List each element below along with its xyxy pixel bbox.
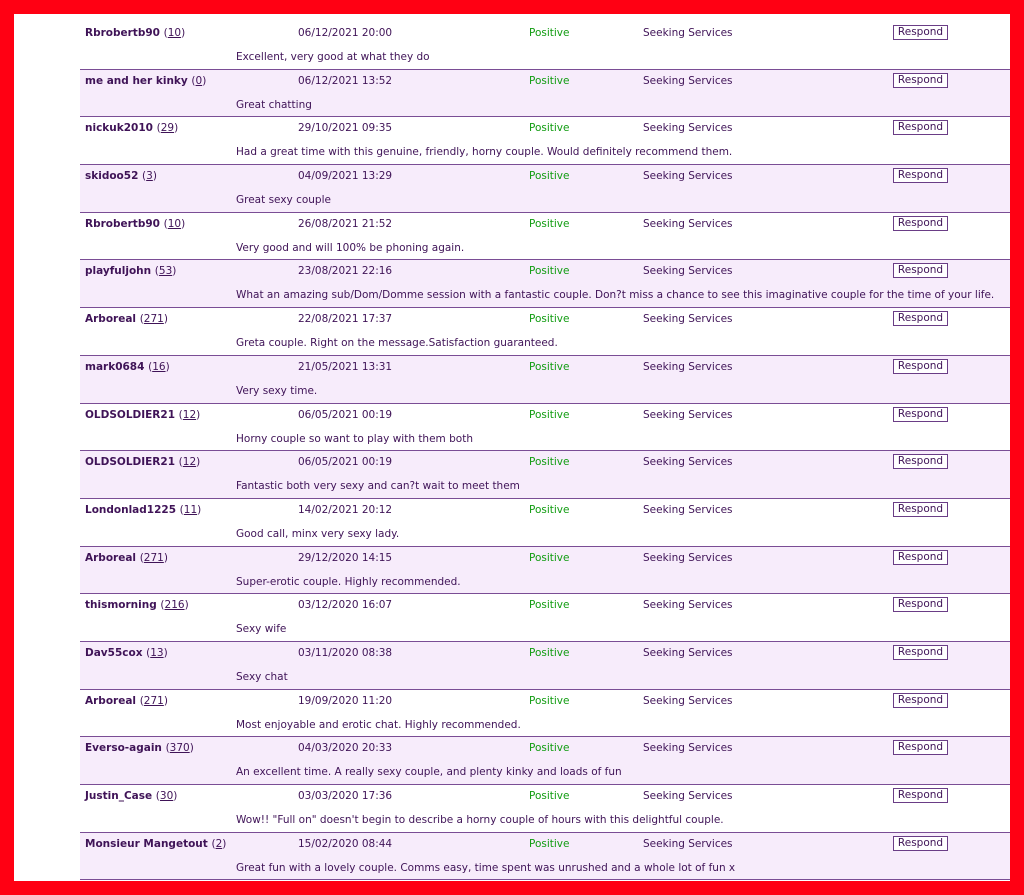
feedback-username-text[interactable]: Justin_Case: [85, 790, 153, 802]
feedback-count-link[interactable]: 271: [143, 313, 164, 326]
feedback-rating: Positive: [529, 456, 570, 469]
feedback-row: [80, 117, 1010, 165]
feedback-count-link[interactable]: 11: [183, 503, 198, 516]
feedback-count-link[interactable]: 370: [169, 742, 190, 755]
feedback-username[interactable]: [85, 75, 206, 87]
feedback-row: [80, 499, 1010, 547]
feedback-type: Seeking Services: [643, 646, 733, 659]
feedback-count-link[interactable]: 13: [150, 646, 164, 659]
feedback-comment: Horny couple so want to play with them both: [236, 432, 473, 445]
feedback-rating: Positive: [529, 265, 570, 278]
feedback-row: [80, 594, 1010, 642]
feedback-username-text[interactable]: skidoo52: [85, 170, 139, 183]
respond-button[interactable]: Respond: [893, 454, 948, 469]
feedback-comment: Great chatting: [236, 98, 312, 111]
respond-button[interactable]: Respond: [893, 25, 948, 40]
feedback-comment: Sexy wife: [236, 623, 287, 636]
feedback-type: Seeking Services: [643, 360, 733, 373]
feedback-count-link[interactable]: 271: [143, 694, 164, 707]
feedback-username[interactable]: [85, 647, 168, 659]
feedback-row: [80, 833, 1010, 881]
feedback-count-link[interactable]: 2: [215, 837, 223, 850]
feedback-row: [80, 213, 1010, 261]
feedback-count-link[interactable]: 29: [160, 122, 175, 135]
feedback-username-text[interactable]: thismorning: [85, 599, 157, 612]
feedback-type: Seeking Services: [643, 456, 733, 469]
feedback-comment: Wow!! "Full on" doesn't begin to describe a horny couple of hours with this delightful couple.: [236, 814, 724, 826]
feedback-username-text[interactable]: Arboreal: [85, 551, 137, 564]
feedback-count-wrap: (216): [160, 599, 189, 612]
feedback-type: Seeking Services: [643, 313, 733, 326]
feedback-date: 03/11/2020 08:38: [298, 646, 393, 659]
feedback-list: [80, 22, 1010, 880]
feedback-count-wrap: (12): [178, 408, 201, 421]
feedback-row: [80, 690, 1010, 738]
feedback-type: Seeking Services: [643, 742, 733, 755]
feedback-rating: Positive: [529, 313, 570, 326]
feedback-username[interactable]: [85, 122, 178, 134]
feedback-count-link[interactable]: 53: [158, 265, 173, 278]
feedback-comment: Greta couple. Right on the message.Satisfaction guaranteed.: [236, 337, 558, 350]
feedback-date: 06/05/2021 00:19: [298, 408, 393, 421]
feedback-type: Seeking Services: [643, 503, 733, 516]
feedback-date: 15/02/2020 08:44: [298, 837, 393, 850]
feedback-count-link[interactable]: 3: [146, 170, 153, 183]
feedback-rating: Positive: [529, 170, 570, 183]
feedback-username-text[interactable]: Monsieur Mangetout: [85, 837, 208, 850]
respond-button[interactable]: Respond: [893, 263, 948, 278]
feedback-type: Seeking Services: [643, 694, 733, 707]
feedback-type: Seeking Services: [643, 74, 733, 87]
feedback-count-link[interactable]: 30: [159, 790, 174, 802]
feedback-type: Seeking Services: [643, 170, 733, 183]
respond-button[interactable]: Respond: [893, 788, 948, 803]
feedback-username-text[interactable]: mark0684: [85, 360, 145, 373]
feedback-count-link[interactable]: 0: [195, 74, 203, 87]
feedback-count-link[interactable]: 12: [182, 456, 197, 469]
feedback-date: 21/05/2021 13:31: [298, 360, 393, 373]
feedback-count-wrap: (271): [139, 551, 168, 564]
feedback-comment: Excellent, very good at what they do: [236, 51, 430, 63]
feedback-username-text[interactable]: Rbrobertb90: [85, 27, 160, 39]
feedback-date: 23/08/2021 22:16: [298, 265, 393, 278]
feedback-rating: Positive: [529, 122, 570, 135]
feedback-rating: Positive: [529, 742, 570, 755]
feedback-username[interactable]: [85, 552, 168, 564]
feedback-count-link[interactable]: 10: [167, 217, 182, 230]
feedback-username[interactable]: [85, 265, 176, 277]
feedback-username[interactable]: [85, 695, 168, 707]
feedback-type: Seeking Services: [643, 217, 733, 230]
feedback-date: 06/05/2021 00:19: [298, 456, 393, 469]
feedback-comment: Great fun with a lovely couple. Comms easy, time spent was unrushed and a whole lot of fun x: [236, 861, 736, 874]
feedback-username[interactable]: [85, 742, 194, 754]
feedback-rating: Positive: [529, 599, 570, 612]
respond-button[interactable]: Respond: [893, 740, 948, 755]
feedback-count-wrap: (30): [155, 790, 178, 802]
feedback-username-text[interactable]: Rbrobertb90: [85, 217, 160, 230]
feedback-date: 04/09/2021 13:29: [298, 170, 393, 183]
feedback-count-wrap: (271): [139, 694, 168, 707]
feedback-date: 06/12/2021 20:00: [298, 27, 393, 39]
respond-button[interactable]: Respond: [893, 168, 948, 183]
respond-button[interactable]: Respond: [893, 407, 948, 422]
feedback-rating: Positive: [529, 837, 570, 850]
feedback-type: Seeking Services: [643, 599, 733, 612]
feedback-type: Seeking Services: [643, 27, 733, 39]
feedback-type: Seeking Services: [643, 122, 733, 135]
feedback-rating: Positive: [529, 217, 570, 230]
respond-button[interactable]: Respond: [893, 359, 948, 374]
feedback-count-wrap: (10): [163, 27, 186, 39]
feedback-rating: Positive: [529, 74, 570, 87]
respond-button[interactable]: Respond: [893, 502, 948, 517]
feedback-comment: Fantastic both very sexy and can?t wait to meet them: [236, 480, 520, 493]
feedback-count-link[interactable]: 16: [152, 360, 166, 373]
feedback-username[interactable]: [85, 790, 177, 802]
respond-button[interactable]: Respond: [893, 311, 948, 326]
feedback-count-wrap: (13): [146, 646, 168, 659]
respond-button[interactable]: Respond: [893, 550, 948, 565]
feedback-type: Seeking Services: [643, 551, 733, 564]
feedback-row: [80, 165, 1010, 213]
feedback-comment: Very good and will 100% be phoning again.: [236, 241, 465, 254]
feedback-count-link[interactable]: 271: [143, 551, 164, 564]
feedback-count-wrap: (53): [154, 265, 177, 278]
feedback-rating: Positive: [529, 27, 570, 39]
feedback-rating: Positive: [529, 646, 570, 659]
feedback-comment: Most enjoyable and erotic chat. Highly recommended.: [236, 718, 521, 731]
feedback-date: 22/08/2021 17:37: [298, 313, 393, 326]
respond-button[interactable]: Respond: [893, 693, 948, 708]
feedback-count-wrap: (10): [163, 217, 186, 230]
feedback-count-wrap: (3): [142, 170, 157, 183]
feedback-count-link[interactable]: 216: [164, 599, 185, 612]
feedback-username-text[interactable]: me and her kinky: [85, 74, 188, 87]
feedback-rating: Positive: [529, 360, 570, 373]
feedback-date: 03/12/2020 16:07: [298, 599, 393, 612]
respond-button[interactable]: Respond: [893, 597, 948, 612]
feedback-comment: Had a great time with this genuine, friendly, horny couple. Would definitely recommend them.: [236, 146, 733, 159]
feedback-type: Seeking Services: [643, 265, 733, 278]
feedback-count-wrap: (29): [156, 122, 179, 135]
feedback-username-text[interactable]: Everso-again: [85, 742, 162, 755]
feedback-username-text[interactable]: OLDSOLDIER21: [85, 408, 176, 421]
feedback-comment: Super-erotic couple. Highly recommended.: [236, 575, 461, 588]
feedback-page: [14, 14, 1010, 881]
feedback-rating: Positive: [529, 503, 570, 516]
feedback-rating: Positive: [529, 408, 570, 421]
feedback-row: [80, 451, 1010, 499]
feedback-row: [80, 785, 1010, 833]
respond-button[interactable]: Respond: [893, 836, 948, 851]
feedback-username-text[interactable]: Londonlad1225: [85, 503, 177, 516]
feedback-count-wrap: (271): [139, 313, 168, 326]
feedback-rating: Positive: [529, 694, 570, 707]
feedback-username-text[interactable]: playfuljohn: [85, 265, 152, 278]
feedback-comment: Sexy chat: [236, 670, 288, 683]
feedback-type: Seeking Services: [643, 837, 733, 850]
feedback-username[interactable]: [85, 313, 168, 325]
feedback-count-wrap: (16): [148, 360, 170, 373]
feedback-row: [80, 642, 1010, 690]
feedback-date: 26/08/2021 21:52: [298, 217, 393, 230]
feedback-username[interactable]: [85, 504, 201, 516]
feedback-row: [80, 70, 1010, 118]
feedback-type: Seeking Services: [643, 790, 733, 802]
respond-button[interactable]: Respond: [893, 216, 948, 231]
feedback-row: [80, 737, 1010, 785]
feedback-username-text[interactable]: Dav55cox: [85, 646, 143, 659]
feedback-date: 29/10/2021 09:35: [298, 122, 393, 135]
feedback-count-link[interactable]: 10: [167, 27, 182, 39]
feedback-username[interactable]: [85, 218, 185, 230]
feedback-username-text[interactable]: OLDSOLDIER21: [85, 456, 176, 469]
feedback-row: [80, 356, 1010, 404]
feedback-comment: An excellent time. A really sexy couple, and plenty kinky and loads of fun: [236, 766, 622, 779]
feedback-username-text[interactable]: Arboreal: [85, 313, 137, 326]
feedback-comment: What an amazing sub/Dom/Domme session with a fantastic couple. Don?t miss a chance to see this imaginative couple for the time of your life.: [236, 289, 995, 302]
respond-button[interactable]: Respond: [893, 120, 948, 135]
feedback-count-link[interactable]: 12: [182, 408, 197, 421]
feedback-username[interactable]: [85, 27, 185, 39]
feedback-row: [80, 308, 1010, 356]
feedback-username[interactable]: [85, 361, 170, 373]
feedback-row: [80, 404, 1010, 452]
feedback-rating: Positive: [529, 551, 570, 564]
feedback-username[interactable]: [85, 456, 200, 468]
feedback-date: 29/12/2020 14:15: [298, 551, 393, 564]
feedback-username-text[interactable]: Arboreal: [85, 694, 137, 707]
feedback-count-wrap: (2): [211, 837, 227, 850]
feedback-username-text[interactable]: nickuk2010: [85, 122, 153, 135]
feedback-username[interactable]: [85, 170, 157, 182]
feedback-date: 03/03/2020 17:36: [298, 790, 393, 802]
feedback-date: 19/09/2020 11:20: [298, 694, 393, 707]
feedback-count-wrap: (370): [165, 742, 194, 755]
feedback-count-wrap: (11): [179, 503, 202, 516]
feedback-row: [80, 22, 1010, 70]
feedback-date: 14/02/2021 20:12: [298, 503, 393, 516]
feedback-row: [80, 547, 1010, 595]
respond-button[interactable]: Respond: [893, 645, 948, 660]
feedback-date: 04/03/2020 20:33: [298, 742, 393, 755]
respond-button[interactable]: Respond: [893, 73, 948, 88]
feedback-type: Seeking Services: [643, 408, 733, 421]
feedback-comment: Good call, minx very sexy lady.: [236, 527, 400, 540]
feedback-username[interactable]: [85, 599, 189, 611]
feedback-username[interactable]: [85, 409, 200, 421]
feedback-date: 06/12/2021 13:52: [298, 74, 393, 87]
feedback-count-wrap: (0): [191, 74, 207, 87]
feedback-comment: Great sexy couple: [236, 194, 331, 207]
feedback-username[interactable]: [85, 838, 226, 850]
feedback-comment: Very sexy time.: [236, 384, 318, 397]
feedback-row: [80, 260, 1010, 308]
feedback-count-wrap: (12): [178, 456, 201, 469]
feedback-rating: Positive: [529, 790, 570, 802]
